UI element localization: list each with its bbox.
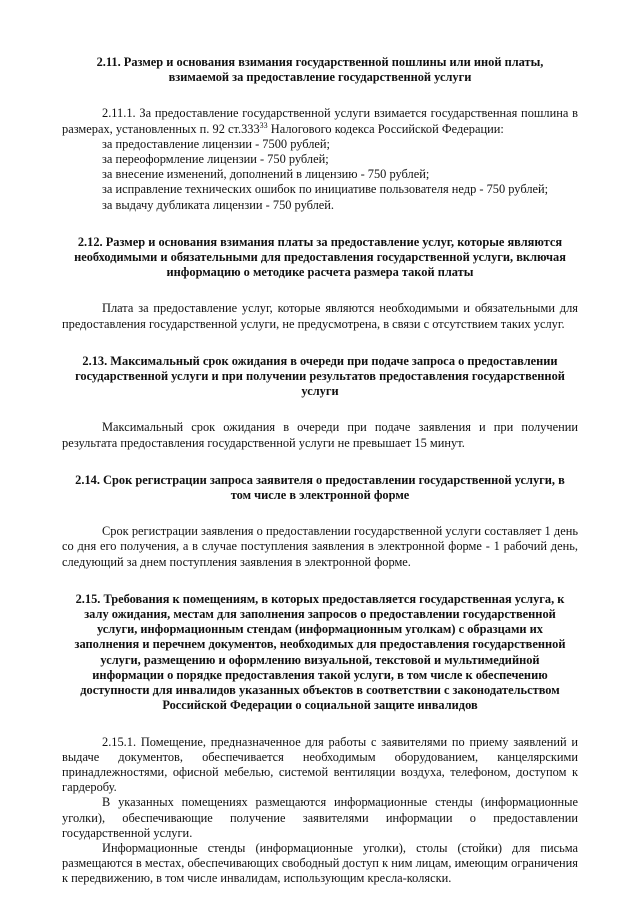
list-item: за предоставление лицензии - 7500 рублей; <box>102 136 331 151</box>
list-item: за выдачу дубликата лицензии - 750 рублей. <box>102 197 335 212</box>
section-2-13-heading: 2.13. Максимальный срок ожидания в очереди при подаче запроса о предоставлении государственной услуги и при получении результатов предоставления государственной услуги <box>75 353 565 399</box>
section-2-15-heading: 2.15. Требования к помещениям, в которых предоставляется государственная услуга, к залу ожидания, местам для заполнения запросов о предоставлении государственной услуги, информационным стендам (информационным уголкам) с образцами их заполнения и перечнем документов, необходимых для предоставления государственной услуги, размещению и оформлению визуальной, текстовой и мультимедийной информации о порядке предоставления такой услуги, в том числе к обеспечению доступности для инвалидов указанных объектов в соответствии с законодательством Российской Федерации о социальной защите инвалидов <box>74 591 566 713</box>
list-item: за переоформление лицензии - 750 рублей; <box>102 152 329 167</box>
section-2-13-paragraph: Максимальный срок ожидания в очереди при подаче заявления и при получении результата предоставления государственной услуги не превышает 15 минут. <box>62 420 578 450</box>
section-2-15-paragraph-2: В указанных помещениях размещаются информационные стенды (информационные уголки), обеспечивающие получение заявителями информации о предоставлении государственной услуги. <box>62 795 578 840</box>
section-2-15-1-paragraph: 2.15.1. Помещение, предназначенное для работы с заявителями по приему заявлений и выдаче документов, обеспечивается необходимым оборудованием, канцелярскими принадлежностями, офисной мебелью, системой вентиляции воздуха, телефоном, доступом к гардеробу. <box>62 734 578 795</box>
section-2-11-heading: 2.11. Размер и основания взимания государственной пошлины или иной платы, взимаемой за предоставление государственной услуги <box>96 55 544 85</box>
section-2-14-paragraph: Срок регистрации заявления о предоставлении государственной услуги составляет 1 день со дня его получения, а в случае поступления заявления в электронной форме - 1 рабочий день, следующий за днем поступления заявления в электронной форме. <box>62 524 578 569</box>
section-2-12-heading: 2.12. Размер и основания взимания платы за предоставление услуг, которые являются необходимыми и обязательными для предоставления государственной услуги, включая информацию о методике расчета размера такой платы <box>74 234 566 280</box>
footnote-ref: 33 <box>259 120 268 130</box>
list-item: за исправление технических ошибок по инициативе пользователя недр - 750 рублей; <box>102 182 549 197</box>
section-2-15-paragraph-3: Информационные стенды (информационные уголки), столы (стойки) для письма размещаются в местах, обеспечивающих свободный доступ к ним лицам, имеющим ограничения к передвижению, в том числе инвалидам, использующим кресла-коляски. <box>62 840 578 886</box>
list-item: за внесение изменений, дополнений в лицензию - 750 рублей; <box>102 167 430 182</box>
section-2-11-paragraph: 2.11.1. За предоставление государственной услуги взимается государственная пошлина в размерах, установленных п. 92 ст.333$^{33}$ Налогового кодекса Российской Федерации: <box>62 106 578 136</box>
section-2-14-heading: 2.14. Срок регистрации запроса заявителя о предоставлении государственной услуги, в том числе в электронной форме <box>75 472 565 503</box>
fee-list <box>102 137 578 213</box>
section-2-12-paragraph: Плата за предоставление услуг, которые являются необходимыми и обязательными для предоставления государственной услуги, не предусмотрена, в связи с отсутствием таких услуг. <box>62 301 578 331</box>
